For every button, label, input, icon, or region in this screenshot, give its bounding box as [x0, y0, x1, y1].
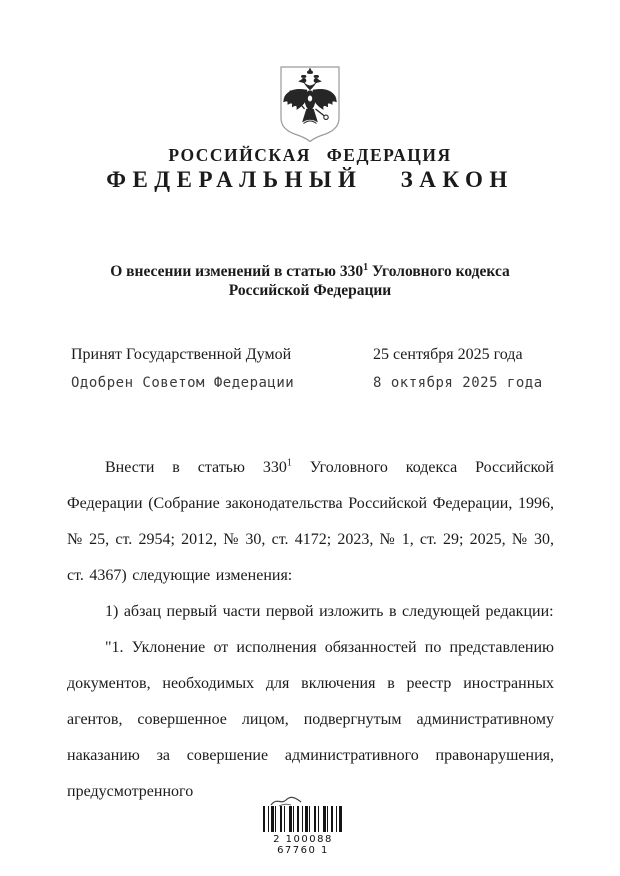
barcode-bars	[263, 806, 343, 832]
adoption-block	[71, 346, 553, 391]
paragraph-item-1: 1) абзац первый части первой изложить в следующей редакции:	[105, 603, 554, 620]
russian-coat-of-arms	[277, 64, 343, 149]
paragraph-intro-superscript: 1	[286, 457, 292, 469]
law-title-text-post: Уголовного кодекса	[368, 263, 510, 280]
duma-adoption-label: Принят Государственной Думой	[71, 346, 292, 363]
paragraph-quoted-text: "1. Уклонение от исполнения обязанностей по представлению документов, необходимых для включения в реестр иностранных агентов, совершенное лицом, подвергнутым административному наказанию за совершение административного правонарушения, предусмотренного	[67, 639, 554, 800]
barcode-digits: 2 100088 67760 1	[273, 834, 333, 856]
law-title	[0, 262, 620, 300]
law-title-text-pre: О внесении изменений в статью 330	[110, 263, 364, 280]
law-title-superscript: 1	[363, 261, 369, 273]
coat-of-arms-icon	[277, 64, 343, 144]
law-title-line2: Российской Федерации	[228, 282, 392, 299]
country-heading: РОССИЙСКАЯ ФЕДЕРАЦИЯ	[168, 145, 452, 165]
barcode-block	[255, 795, 351, 856]
paragraph-intro-pre: Внести в статью 330	[105, 459, 287, 476]
council-approval-date: 8 октября 2025 года	[373, 375, 543, 391]
document-type-heading: ФЕДЕРАЛЬНЫЙ ЗАКОН	[106, 167, 514, 192]
paragraph-amendment-intro	[67, 450, 554, 594]
law-title-line1	[0, 262, 620, 281]
law-body-text	[67, 450, 554, 810]
paragraph-intro-post: Уголовного кодекса Российской Федерации (Собрание законодательства Российской Федерации, 1996, № 25, ст. 2954; 2012, № 30, ст. 4172; 2023, № 1, ст. 29; 2025, № 30, ст. 4367) следующие изменения:	[67, 459, 554, 584]
council-approval-label: Одобрен Советом Федерации	[71, 375, 295, 391]
duma-adoption-date: 25 сентября 2025 года	[373, 346, 523, 363]
